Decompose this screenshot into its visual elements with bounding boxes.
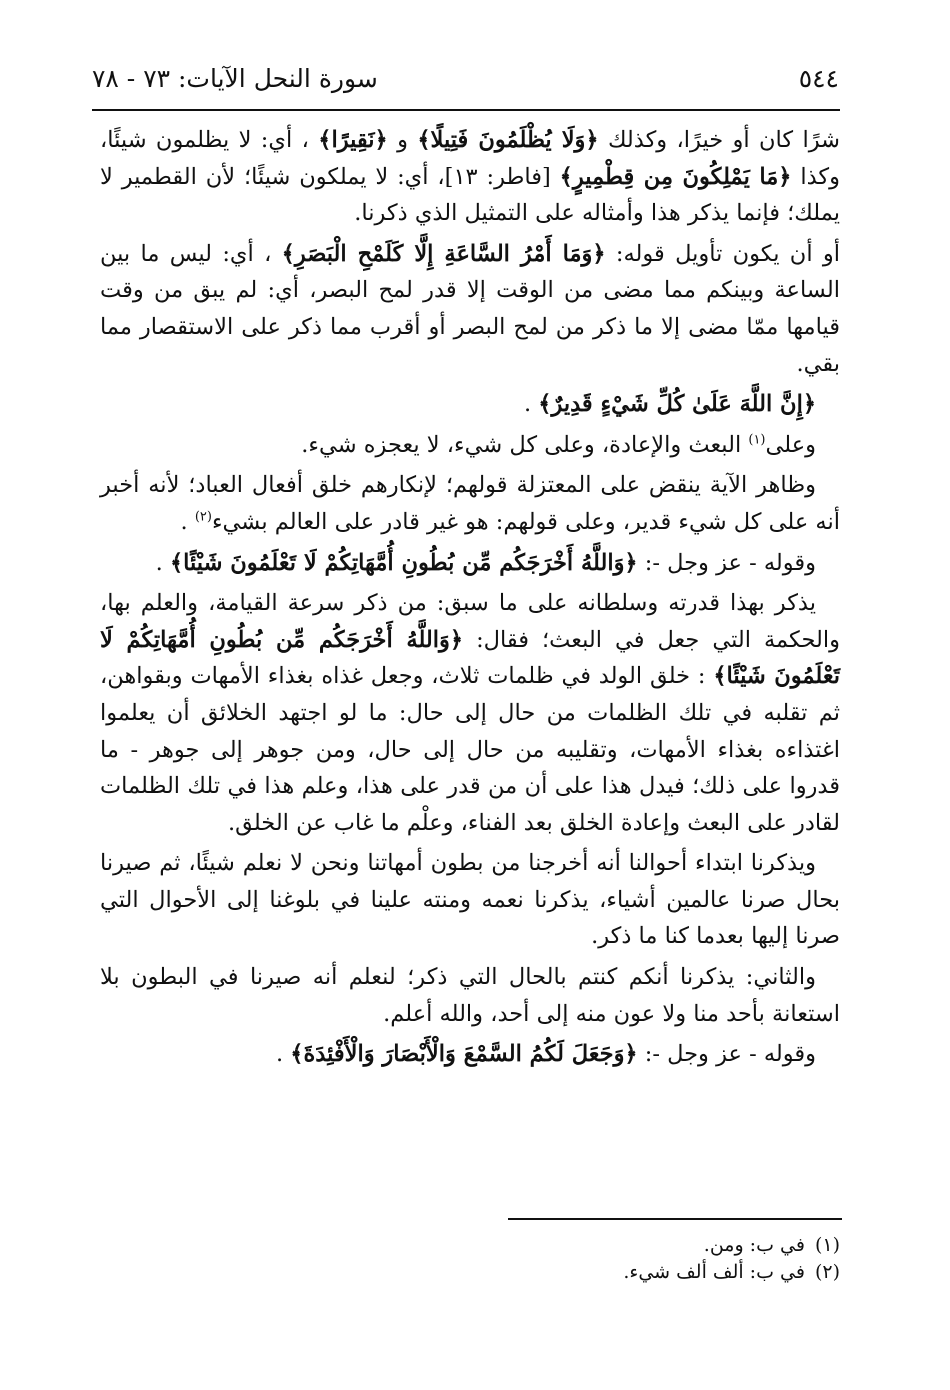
quran-verse: ﴿وَاللَّهُ أَخْرَجَكُم مِّن بُطُونِ أُمَّهَاتِكُمْ لَا تَعْلَمُونَ شَيْئًا﴾ [100, 626, 840, 690]
paragraph [100, 545, 840, 582]
text-run: وقوله - عز وجل -: [637, 1041, 816, 1068]
footnote-number: (٢) [814, 1261, 840, 1283]
text-run: و [387, 127, 418, 153]
text-run: ، أي: لا يظلمون شيئًا، وكذا [100, 127, 840, 190]
footnote-text: في ب: ومن. [703, 1234, 805, 1256]
text-run: البعث والإعادة، وعلى كل شيء، لا يعجزه شيء. [301, 431, 749, 458]
paragraph [100, 585, 840, 841]
paragraph [100, 236, 840, 382]
page-number: ٥٤٤ [798, 64, 839, 93]
text-run: وعلى [765, 431, 816, 458]
running-title: سورة النحل الآيات: ٧٣ - ٧٨ [92, 64, 378, 93]
quran-verse: ﴿وَمَا أَمْرُ السَّاعَةِ إِلَّا كَلَمْحِ الْبَصَرِ﴾ [281, 240, 606, 267]
text-run: ، أي: ليس ما بين الساعة وبينكم مما مضى من الوقت إلا قدر لمح البصر، أي: لم يبق من وقت قيامها ممّا مضى إلا ما ذكر من لمح البصر أو أقرب مما ذكر على الاستقصار مما بقي. [100, 240, 840, 377]
paragraph [100, 427, 840, 464]
text-run: وظاهر الآية ينقض على المعتزلة قولهم؛ لإنكارهم خلق أفعال العباد؛ لأنه أخبر أنه على كل شيء قدير، وعلى قولهم: هو غير قادر على العالم بشيء [100, 472, 840, 535]
paragraph [100, 1036, 840, 1073]
text-run: . [180, 508, 195, 535]
text-run: [فاطر: ١٣]، أي: لا يملكون شيئًا؛ لأن القطمير لا يملك؛ فإنما يذكر هذا وأمثاله على التمثيل الذي ذكرنا. [100, 163, 840, 227]
paragraph [100, 845, 840, 955]
quran-verse: ﴿وَاللَّهُ أَخْرَجَكُم مِّن بُطُونِ أُمَّهَاتِكُمْ لَا تَعْلَمُونَ شَيْئًا﴾ [169, 549, 638, 576]
running-header [92, 62, 839, 102]
footnote-ref: (١) [748, 432, 766, 448]
paragraph [100, 959, 840, 1032]
text-run: . [523, 391, 539, 418]
footnote-number: (١) [814, 1234, 840, 1256]
text-run: يذكر بهذا قدرته وسلطانه على ما سبق: من ذكر سرعة القيامة، والعلم بها، والحكمة التي جعل في البعث؛ فقال: [100, 590, 840, 653]
quran-verse: ﴿وَجَعَلَ لَكُمُ السَّمْعَ وَالْأَبْصَارَ وَالْأَفْئِدَةَ﴾ [290, 1041, 638, 1068]
header-rule [92, 109, 840, 111]
footnote-ref: (٢) [194, 509, 212, 525]
text-run: شرًا كان أو خيرًا، وكذلك [598, 127, 840, 153]
paragraph [100, 467, 840, 540]
text-run: : خلق الولد في ظلمات ثلاث، وجعل غذاه بغذاء الأمهات وبقواهن، ثم تقلبه في تلك الظلمات من حال إلى حال: ما لو اجتهد الخلائق أن يعلموا اغتذاءه بغذاء الأمهات، وتقليبه من حال إلى حال، ومن جوهر إلى جوهر - ما قدروا على ذلك؛ فيدل هذا على أن من قدر على هذا، وعلم هذا في تلك الظلمات لقادر على البعث وإعادة الخلق بعد الفناء، وعلْم ما غاب عن الخلق. [100, 663, 840, 836]
text-run: . [155, 549, 170, 576]
text-run: أو أن يكون تأويل قوله: [605, 240, 840, 267]
quran-verse: ﴿وَلَا يُظْلَمُونَ فَتِيلًا﴾ [417, 127, 599, 153]
text-run: والثاني: يذكرنا أنكم كنتم بالحال التي ذكر؛ لنعلم أنه صيرنا في البطون بلا استعانة بأحد منا ولا عون منه إلى أحد، والله أعلم. [100, 964, 840, 1027]
text-run: ويذكرنا ابتداء أحوالنا أنه أخرجنا من بطون أمهاتنا ونحن لا نعلم شيئًا، ثم صيرنا بحال صرنا عالمين أشياء، يذكرنا نعمه ومنته علينا في بلوغنا إلى الأحوال التي صرنا إليها بعدما كنا ما ذكر. [100, 850, 840, 950]
footnote-text: في ب: ألف ألف شيء. [623, 1261, 805, 1283]
paragraph [100, 122, 840, 232]
paragraph [100, 386, 840, 423]
quran-verse: ﴿إِنَّ اللَّهَ عَلَىٰ كُلِّ شَيْءٍ قَدِيرٌ﴾ [538, 391, 816, 418]
main-text [100, 122, 840, 1077]
quran-verse: ﴿مَا يَمْلِكُونَ مِن قِطْمِيرٍ﴾ [559, 163, 792, 190]
text-run: . [275, 1041, 291, 1068]
text-run: وقوله - عز وجل -: [637, 549, 816, 576]
quran-verse: ﴿نَقِيرًا﴾ [318, 127, 388, 153]
footnote [100, 1232, 840, 1259]
footnote [100, 1259, 840, 1286]
footnote-rule [508, 1218, 842, 1220]
footnotes [100, 1232, 840, 1286]
